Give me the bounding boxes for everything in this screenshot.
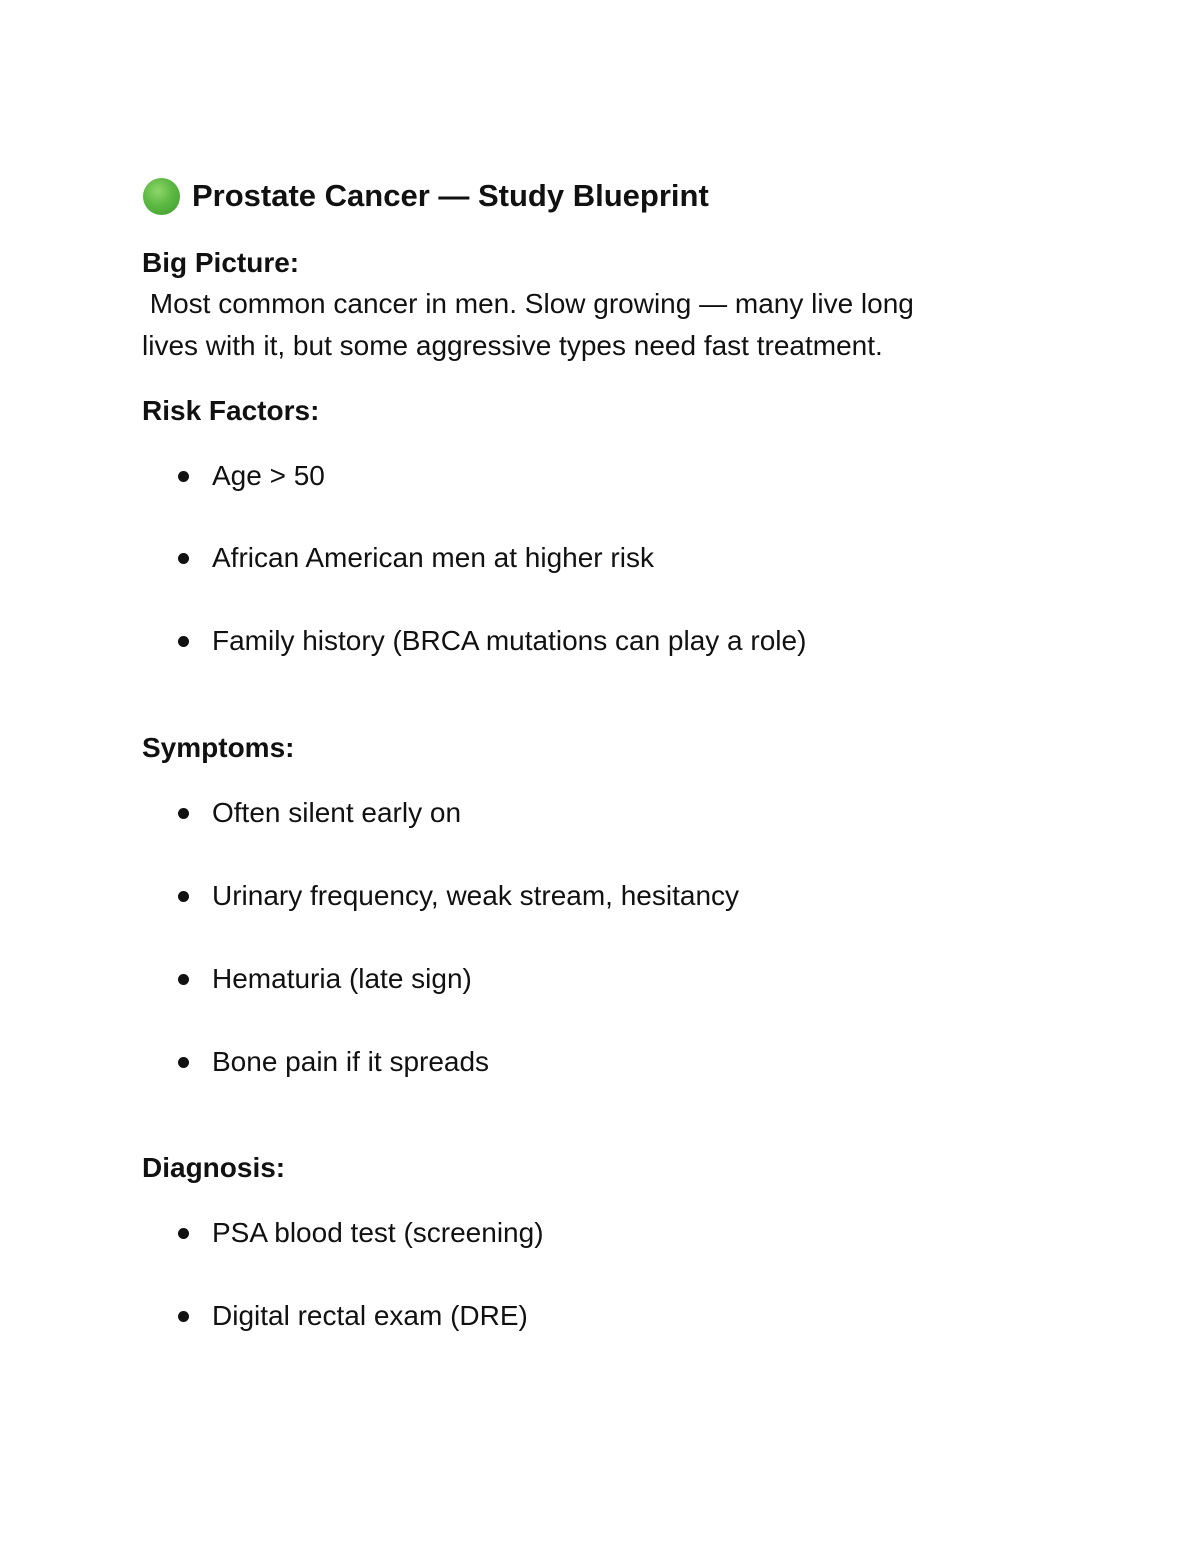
list-item-text: Often silent early on xyxy=(212,797,462,828)
document-title: Prostate Cancer — Study Blueprint xyxy=(192,178,709,213)
list-item xyxy=(178,1216,544,1250)
big-picture-line: lives with it, but some aggressive types need fast treatment. xyxy=(142,330,883,361)
bullet-icon xyxy=(178,891,189,902)
list-item xyxy=(178,962,472,996)
big-picture-paragraph xyxy=(142,283,1042,367)
bullet-icon xyxy=(178,1228,189,1239)
list-item xyxy=(178,624,806,658)
bullet-icon xyxy=(178,974,189,985)
list-item-text: African American men at higher risk xyxy=(212,542,654,573)
list-item xyxy=(178,1299,528,1333)
list-item xyxy=(178,879,739,913)
list-item-text: Age > 50 xyxy=(212,460,325,491)
bullet-icon xyxy=(178,471,189,482)
list-item xyxy=(178,541,654,575)
list-item-text: PSA blood test (screening) xyxy=(212,1217,544,1248)
bullet-icon xyxy=(178,553,189,564)
list-item-text: Digital rectal exam (DRE) xyxy=(212,1300,528,1331)
list-item-text: Family history (BRCA mutations can play a role) xyxy=(212,625,807,656)
big-picture-heading: Big Picture: xyxy=(142,247,300,278)
bullet-icon xyxy=(178,808,189,819)
list-item xyxy=(178,796,461,830)
bullet-icon xyxy=(178,1057,189,1068)
list-item-text: Hematuria (late sign) xyxy=(212,963,472,994)
list-item-text: Urinary frequency, weak stream, hesitancy xyxy=(212,880,740,911)
list-item xyxy=(178,1045,489,1079)
bullet-icon xyxy=(178,636,189,647)
green-circle-icon xyxy=(143,178,180,215)
symptoms-heading: Symptoms: xyxy=(142,732,295,763)
diagnosis-heading: Diagnosis: xyxy=(142,1152,286,1183)
bullet-icon xyxy=(178,1311,189,1322)
risk-factors-heading: Risk Factors: xyxy=(142,395,320,426)
list-item-text: Bone pain if it spreads xyxy=(212,1046,490,1077)
big-picture-line: Most common cancer in men. Slow growing — many live long xyxy=(142,288,914,319)
title-row xyxy=(143,176,709,216)
list-item xyxy=(178,459,325,493)
